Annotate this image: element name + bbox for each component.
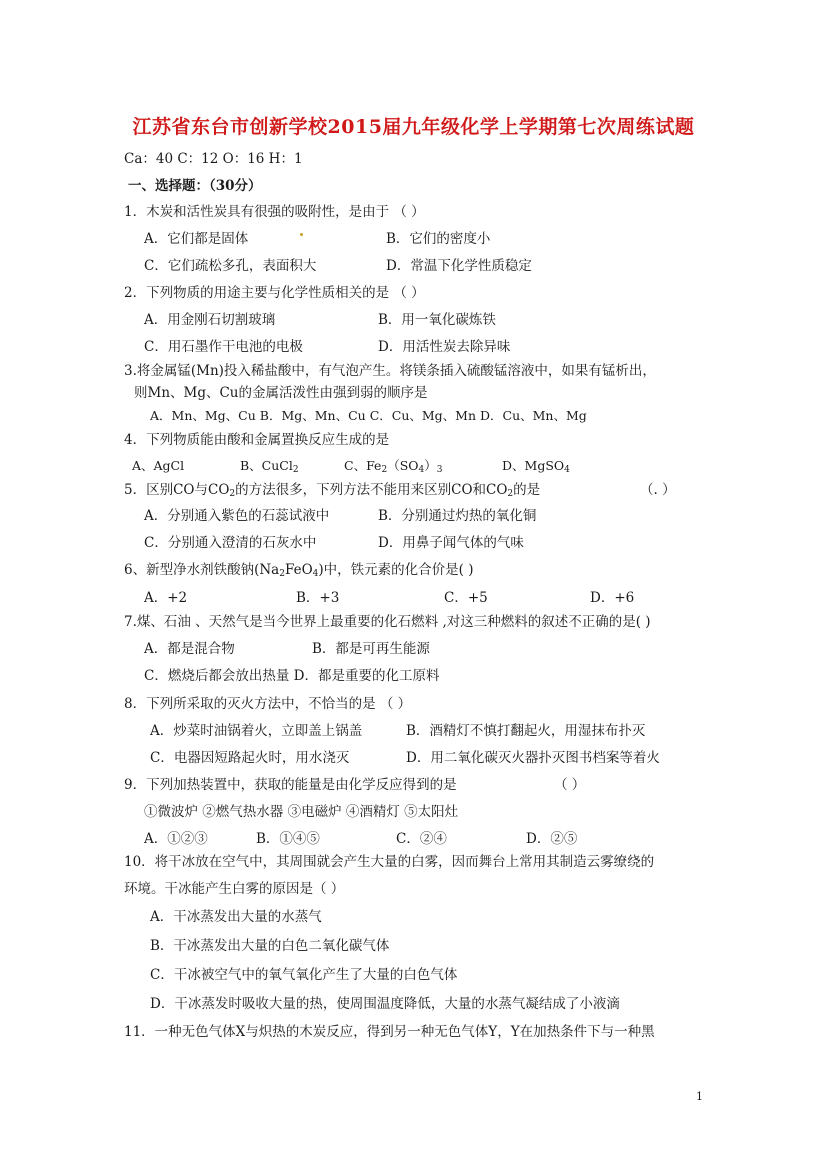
- q5-option-b: B．分别通过灼热的氧化铜: [378, 508, 537, 524]
- q4-option-d: D、MgSO$_4$: [502, 458, 570, 475]
- q10-stem-continued: 环境。干冰能产生白雾的原因是（ ）: [124, 881, 345, 897]
- q4-option-c: C、$Fe_2(SO_4)_3$: [344, 458, 443, 475]
- q2-option-d: D．用活性炭去除异味: [378, 339, 511, 355]
- q9-answer-paren: （ ）: [554, 777, 586, 793]
- q8-option-a: A．炒菜时油锅着火，立即盖上锅盖: [150, 723, 363, 739]
- q3-stem-continued: 则Mn、Mg、Cu的金属活泼性由强到弱的顺序是: [134, 385, 428, 401]
- q1-stem: 1．木炭和活性炭具有很强的吸附性，是由于 （ ）: [124, 204, 425, 220]
- q6-stem: 6、新型净水剂铁酸钠$(Na_2FeO_4)$中，铁元素的化合价是( ): [124, 562, 474, 579]
- q4-stem: 4．下列物质能由酸和金属置换反应生成的是: [124, 432, 390, 448]
- stray-mark: [300, 233, 303, 236]
- q7-option-a: A．都是混合物: [144, 641, 235, 657]
- q9-option-c: C．②④: [396, 831, 447, 847]
- q9-option-b: B．①④⑤: [256, 831, 320, 847]
- q9-items: ①微波炉 ②燃气热水器 ③电磁炉 ④酒精灯 ⑤太阳灶: [144, 804, 459, 820]
- q10-option-c: C．干冰被空气中的氧气氧化产生了大量的白色气体: [150, 967, 458, 983]
- q8-stem: 8．下列所采取的灭火方法中，不恰当的是 （ ）: [124, 696, 412, 712]
- q10-option-b: B．干冰蒸发出大量的白色二氧化碳气体: [150, 938, 390, 954]
- q7-stem: 7.煤、石油 、天然气是当今世界上最重要的化石燃料 ,对这三种燃料的叙述不正确的是( ): [124, 614, 651, 630]
- document-title: 江苏省东台市创新学校2015届九年级化学上学期第七次周练试题: [132, 116, 695, 138]
- q10-option-a: A．干冰蒸发出大量的水蒸气: [150, 909, 322, 925]
- q10-option-d: D．干冰蒸发时吸收大量的热，使周围温度降低，大量的水蒸气凝结成了小液滴: [150, 996, 620, 1012]
- q1-option-b: B．它们的密度小: [386, 231, 491, 247]
- q1-option-d: D．常温下化学性质稳定: [386, 258, 532, 274]
- atomic-masses: Ca：40 C：12 O：16 H：1: [124, 151, 303, 167]
- q1-option-a: A．它们都是固体: [144, 231, 249, 247]
- q6-option-b: B．+3: [296, 590, 340, 606]
- q5-answer-paren: （. ）: [640, 482, 676, 498]
- q11-stem: 11．一种无色气体X与炽热的木炭反应，得到另一种无色气体Y，Y在加热条件下与一种黑: [124, 1024, 655, 1040]
- q2-option-b: B．用一氧化碳炼铁: [378, 312, 496, 328]
- q9-stem: 9．下列加热装置中，获取的能量是由化学反应得到的是: [124, 777, 457, 793]
- q5-stem: 5．区别CO与$CO_2$的方法很多，下列方法不能用来区别CO和$CO_2$的是: [124, 482, 541, 499]
- q7-options-cd: C．燃烧后都会放出热量 D．都是重要的化工原料: [144, 668, 440, 684]
- q2-option-c: C．用石墨作干电池的电极: [144, 339, 303, 355]
- q8-option-d: D．用二氧化碳灭火器扑灭图书档案等着火: [406, 750, 660, 766]
- q4-option-a: A、AgCl: [132, 458, 185, 473]
- q5-option-c: C．分别通入澄清的石灰水中: [144, 535, 317, 551]
- q4-option-b: B、CuCl$_2$: [240, 458, 299, 475]
- q10-stem: 10．将干冰放在空气中，其周围就会产生大量的白雾，因而舞台上常用其制造云雾缭绕的: [124, 854, 655, 870]
- q1-option-c: C．它们疏松多孔，表面积大: [144, 258, 317, 274]
- q6-option-a: A．+2: [144, 590, 188, 606]
- q7-option-b: B．都是可再生能源: [312, 641, 430, 657]
- q8-option-c: C．电器因短路起火时，用水浇灭: [150, 750, 350, 766]
- q8-option-b: B．酒精灯不慎打翻起火，用湿抹布扑灭: [406, 723, 646, 739]
- q6-option-d: D．+6: [590, 590, 635, 606]
- q6-option-c: C．+5: [444, 590, 488, 606]
- q9-option-a: A．①②③: [144, 831, 208, 847]
- section-heading: 一、选择题：（30分）: [128, 178, 262, 194]
- q3-stem: 3.将金属锰(Mn)投入稀盐酸中，有气泡产生。将镁条插入硫酸锰溶液中，如果有锰析出，: [124, 363, 656, 379]
- q5-option-a: A．分别通入紫色的石蕊试液中: [144, 508, 330, 524]
- q5-option-d: D．用鼻子闻气体的气味: [378, 535, 524, 551]
- q3-options: A．Mn、Mg、Cu B．Mg、Mn、Cu C．Cu、Mg、Mn D．Cu、Mn、Mg: [150, 408, 587, 423]
- q2-option-a: A．用金刚石切割玻璃: [144, 312, 276, 328]
- page-number: 1: [696, 1090, 703, 1103]
- q2-stem: 2．下列物质的用途主要与化学性质相关的是 （ ）: [124, 285, 425, 301]
- q9-option-d: D．②⑤: [526, 831, 578, 847]
